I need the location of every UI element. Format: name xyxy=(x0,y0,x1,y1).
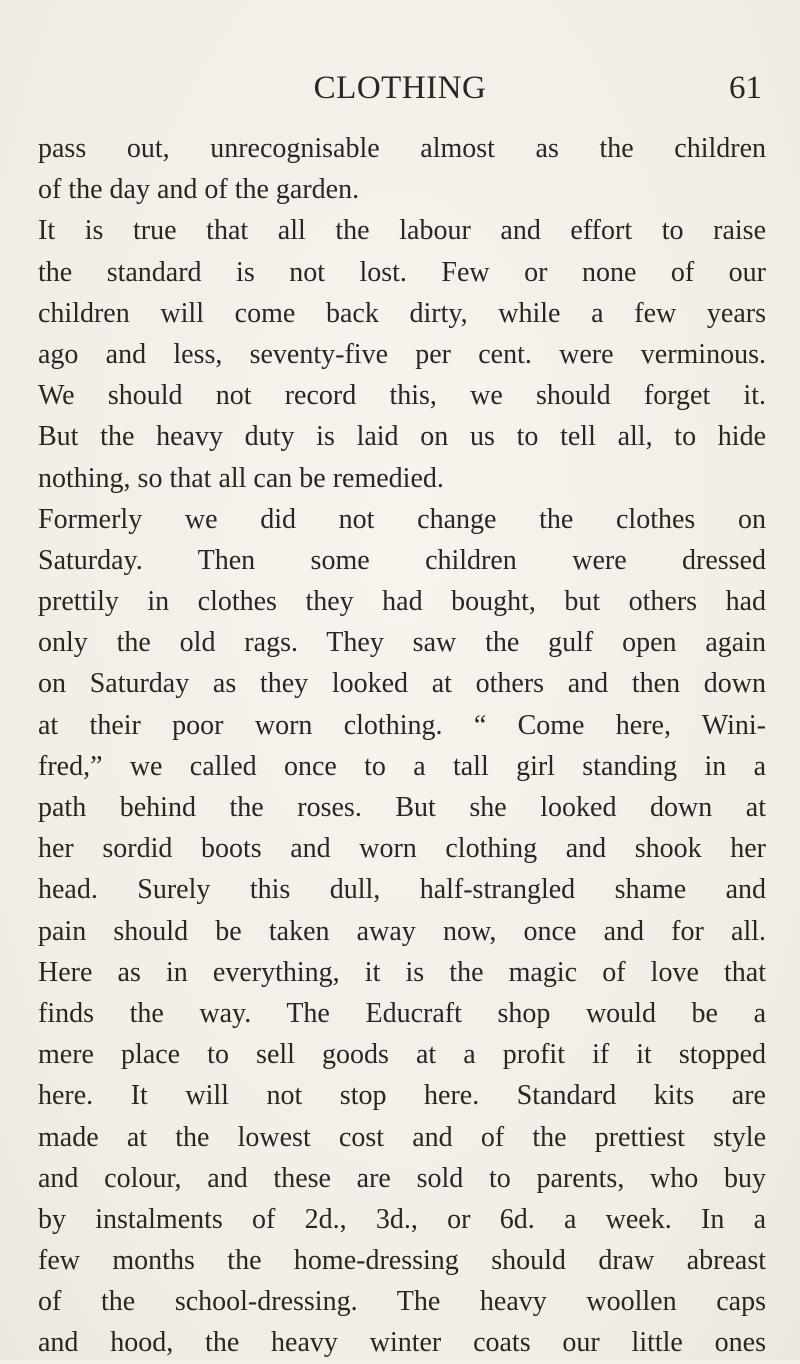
text-line: pass out, unrecognisable almost as the children xyxy=(38,133,766,164)
text-line: prettily in clothes they had bought, but others had xyxy=(38,586,766,618)
text-line: and hood, the heavy winter coats our little ones xyxy=(38,1327,766,1359)
text-line: pain should be taken away now, once and for all. xyxy=(38,915,766,947)
text-line: by instalments of 2d., 3d., or 6d. a week. In a xyxy=(38,1203,766,1235)
text-line: head. Surely this dull, half-strangled shame and xyxy=(38,874,766,906)
running-title: CLOTHING xyxy=(313,70,487,106)
body-text xyxy=(38,128,766,1364)
text-line: ago and less, seventy-five per cent. were verminous. xyxy=(38,338,766,370)
text-line: the standard is not lost. Few or none of our xyxy=(38,256,766,288)
text-line: and colour, and these are sold to parents, who buy xyxy=(38,1162,766,1194)
text-line: of the school-dressing. The heavy woollen caps xyxy=(38,1286,766,1318)
text-line: at their poor worn clothing. “ Come here, Wini- xyxy=(38,709,766,741)
page-number: 61 xyxy=(729,70,762,106)
text-line: made at the lowest cost and of the prettiest style xyxy=(38,1121,766,1153)
text-line: here. It will not stop here. Standard kits are xyxy=(38,1080,766,1112)
text-line: of the day and of the garden. xyxy=(38,174,360,206)
text-line: Here as in everything, it is the magic of love that xyxy=(38,956,766,988)
text-line: few months the home-dressing should draw abreast xyxy=(38,1245,766,1277)
text-line: finds the way. The Educraft shop would be a xyxy=(38,997,766,1029)
text-line: Formerly we did not change the clothes on xyxy=(38,503,766,535)
text-line: children will come back dirty, while a few years xyxy=(38,297,766,329)
text-line: But the heavy duty is laid on us to tell all, to hide xyxy=(38,421,766,453)
text-line: only the old rags. They saw the gulf open again xyxy=(38,627,766,659)
text-line: mere place to sell goods at a profit if it stopped xyxy=(38,1039,766,1071)
text-line: It is true that all the labour and effort to raise xyxy=(38,215,766,247)
text-line: We should not record this, we should forget it. xyxy=(38,380,766,412)
text-line: path behind the roses. But she looked down at xyxy=(38,792,766,823)
text-line: her sordid boots and worn clothing and shook her xyxy=(38,833,766,865)
text-line: on Saturday as they looked at others and then down xyxy=(38,668,766,700)
running-head xyxy=(38,70,762,110)
text-line: Saturday. Then some children were dressed xyxy=(38,544,766,576)
text-line: nothing, so that all can be remedied. xyxy=(38,462,444,494)
text-line: fred,” we called once to a tall girl standing in a xyxy=(38,750,766,782)
